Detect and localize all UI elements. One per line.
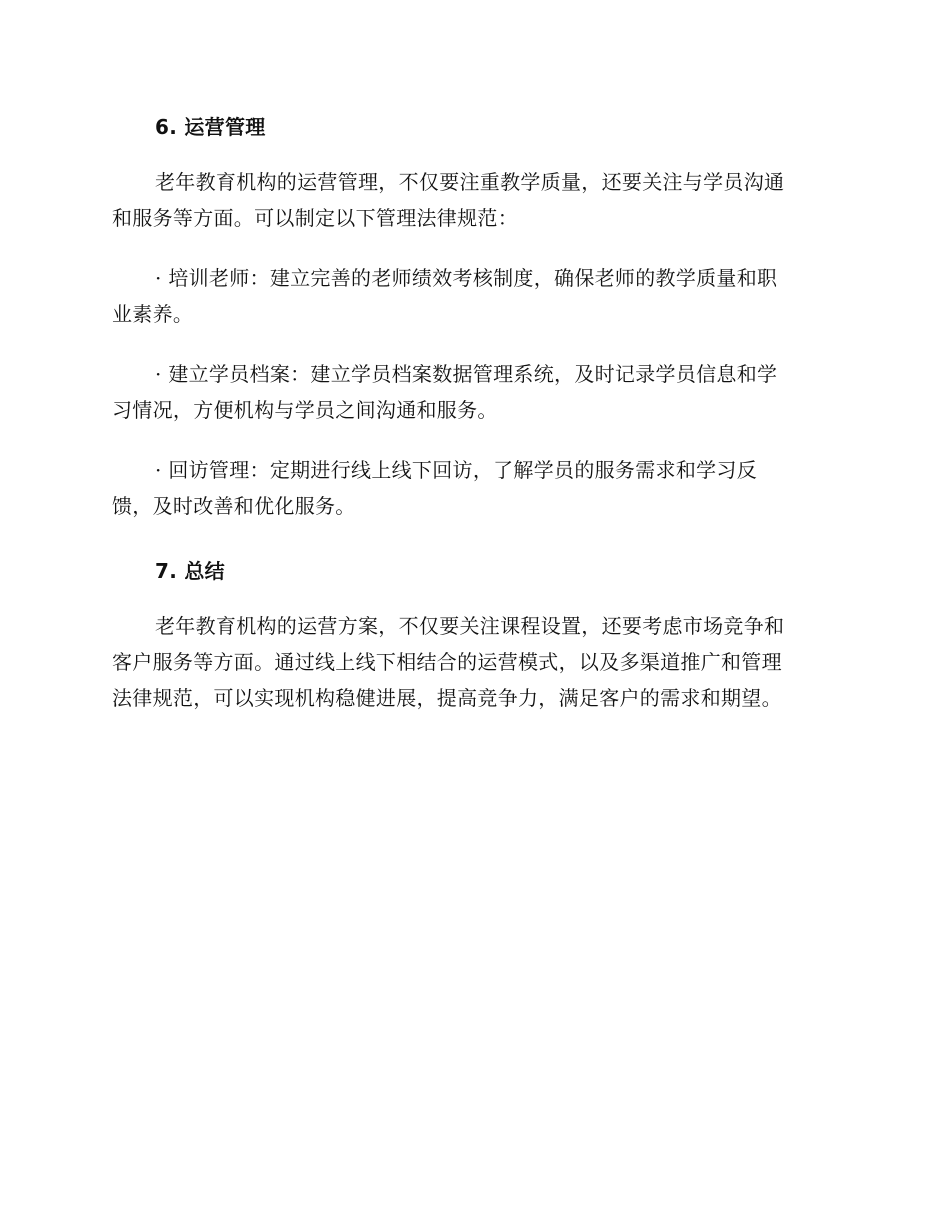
- bullet-line: · 回访管理：定期进行线上线下回访，了解学员的服务需求和学习反: [155, 458, 758, 482]
- bullet-item-student-records: [112, 356, 832, 428]
- paragraph-line: 客户服务等方面。通过线上线下相结合的运营模式，以及多渠道推广和管理: [112, 650, 782, 674]
- section-7-heading: 7. 总结: [155, 559, 225, 583]
- bullet-line: · 培训老师：建立完善的老师绩效考核制度，确保老师的教学质量和职: [155, 266, 778, 290]
- paragraph-line: 法律规范，可以实现机构稳健进展，提高竞争力，满足客户的需求和期望。: [112, 686, 782, 710]
- bullet-line: 馈，及时改善和优化服务。: [112, 494, 356, 518]
- paragraph-line: 老年教育机构的运营方案，不仅要关注课程设置，还要考虑市场竞争和: [155, 614, 785, 638]
- paragraph-line: 和服务等方面。可以制定以下管理法律规范：: [112, 206, 518, 230]
- section-7-summary-paragraph: [112, 608, 832, 716]
- paragraph-line: 老年教育机构的运营管理，不仅要注重教学质量，还要关注与学员沟通: [155, 170, 785, 194]
- bullet-item-follow-up-visits: [112, 452, 832, 524]
- bullet-line: · 建立学员档案：建立学员档案数据管理系统，及时记录学员信息和学: [155, 362, 778, 386]
- bullet-item-teacher-training: [112, 260, 832, 332]
- bullet-line: 习情况，方便机构与学员之间沟通和服务。: [112, 398, 498, 422]
- bullet-line: 业素养。: [112, 302, 194, 326]
- section-6-heading: 6. 运营管理: [155, 115, 266, 139]
- section-6-intro-paragraph: [112, 164, 832, 236]
